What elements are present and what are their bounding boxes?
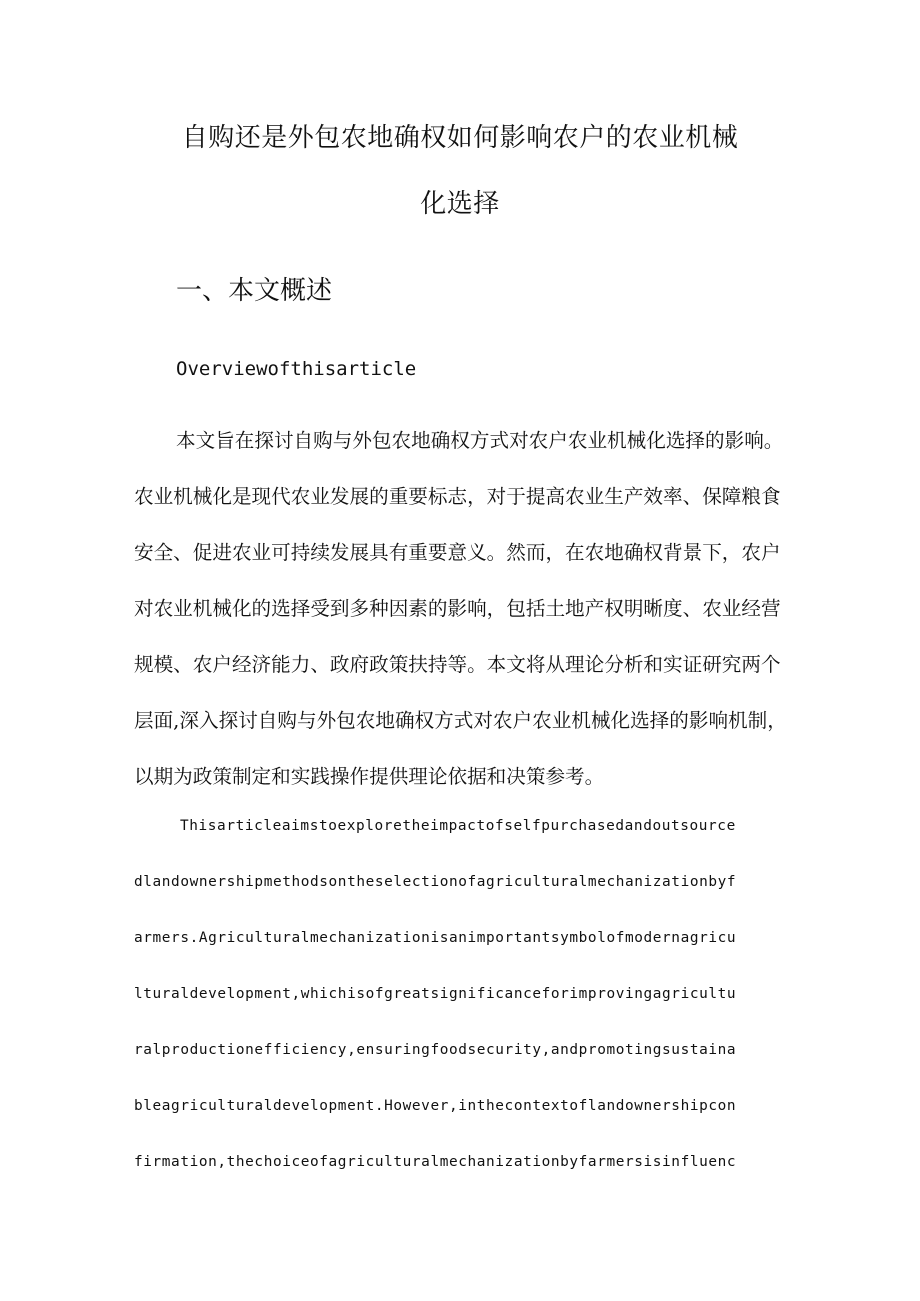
- paragraph-line: 规模、农户经济能力、政府政策扶持等。本文将从理论分析和实证研究两个: [134, 653, 781, 676]
- paragraph-line: 本文旨在探讨自购与外包农地确权方式对农户农业机械化选择的影响。: [176, 429, 784, 452]
- paragraph-line: dlandownershipmethodsontheselectionofagriculturalmechanizationbyf: [134, 874, 737, 890]
- paragraph-line: 农业机械化是现代农业发展的重要标志，对于提高农业生产效率、保障粮食: [134, 485, 781, 508]
- paragraph-line: 对农业机械化的选择受到多种因素的影响，包括土地产权明晰度、农业经营: [134, 597, 781, 620]
- paragraph-line: ralproductionefficiency,ensuringfoodsecurity,andpromotingsustaina: [134, 1042, 737, 1058]
- paragraph-line: 安全、促进农业可持续发展具有重要意义。然而，在农地确权背景下，农户: [134, 541, 781, 564]
- document-title-line-1: 自购还是外包农地确权如何影响农户的农业机械: [181, 123, 739, 153]
- paragraph-line: bleagriculturaldevelopment.However,inthecontextoflandownershipcon: [134, 1098, 737, 1114]
- paragraph-line: firmation,thechoiceofagriculturalmechanizationbyfarmersisinfluenc: [134, 1154, 737, 1170]
- paragraph-line: 以期为政策制定和实践操作提供理论依据和决策参考。: [134, 765, 605, 788]
- document-title-line-2: 化选择: [420, 189, 500, 219]
- paragraph-line: Thisarticleaimstoexploretheimpactofselfpurchasedandoutsource: [180, 818, 736, 834]
- section-english-heading: Overviewofthisarticle: [176, 358, 417, 380]
- section-heading: 一、本文概述: [176, 276, 333, 306]
- paragraph-line: armers.Agriculturalmechanizationisanimportantsymbolofmodernagricu: [134, 930, 737, 946]
- paragraph-line: lturaldevelopment,whichisofgreatsignificanceforimprovingagricultu: [134, 986, 737, 1002]
- paragraph-line: 层面,深入探讨自购与外包农地确权方式对农户农业机械化选择的影响机制，: [134, 709, 787, 732]
